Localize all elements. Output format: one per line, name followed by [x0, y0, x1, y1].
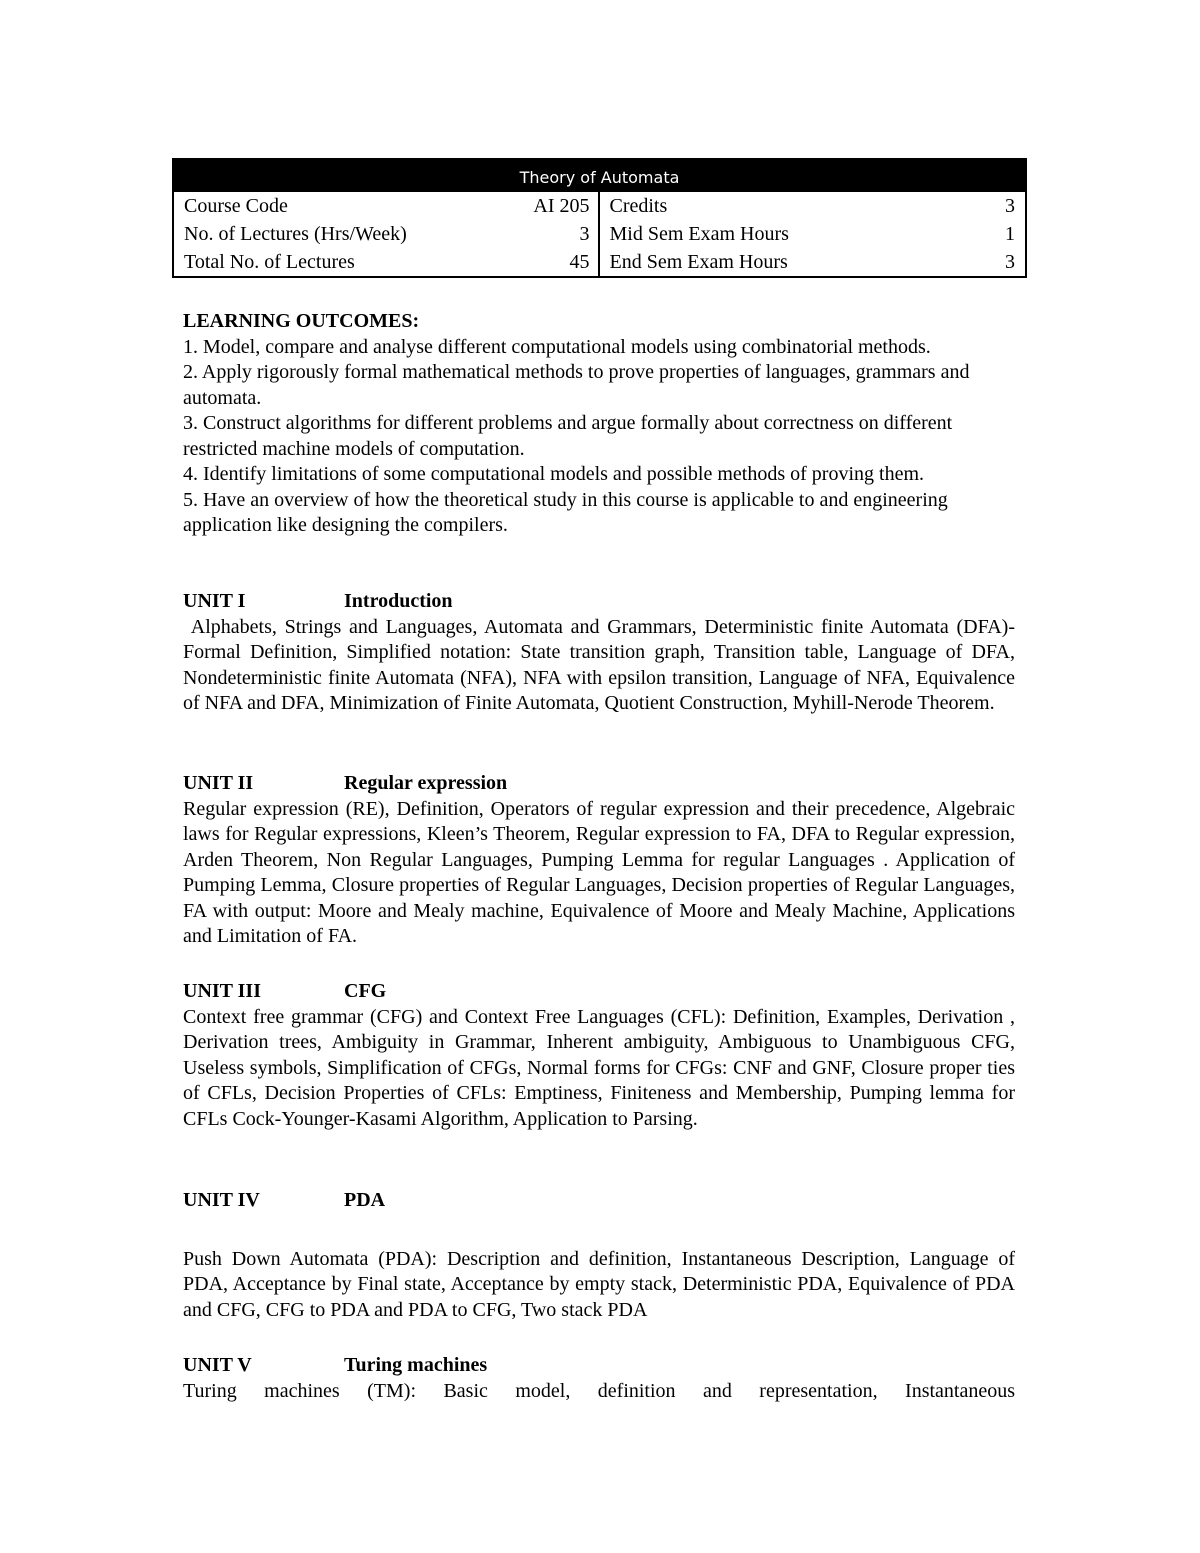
course-code-label: Course Code: [184, 195, 288, 217]
mid-sem-hours-label: Mid Sem Exam Hours: [609, 223, 789, 245]
unit-number: UNIT V: [183, 1354, 252, 1376]
course-code-value: AI 205: [533, 195, 590, 217]
table-row: [174, 192, 1025, 220]
end-sem-hours-value: 3: [1005, 251, 1015, 273]
unit-heading: [183, 979, 1015, 1005]
credits-label: Credits: [609, 195, 668, 217]
unit-heading: [183, 589, 1015, 615]
course-title: Theory of Automata: [174, 160, 1025, 192]
unit-title: Introduction: [344, 590, 453, 612]
unit-4-section: [183, 1188, 1015, 1323]
unit-heading: [183, 1188, 1015, 1214]
outcome-item: 1. Model, compare and analyse different computational models using combinatorial methods.: [183, 335, 931, 358]
unit-content: Turing machines (TM): Basic model, definition and representation, Instantaneous: [183, 1379, 1015, 1402]
outcome-item: 4. Identify limitations of some computational models and possible methods of proving them.: [183, 463, 925, 485]
unit-content: Push Down Automata (PDA): Description and definition, Instantaneous Description, Language of PDA, Acceptance by Final state, Acceptance by empty stack, Deterministic PDA, Equivalence of PDA and CFG, CFG to PDA and PDA to CFG, Two stack PDA: [183, 1247, 1015, 1321]
total-lectures-value: 45: [569, 251, 590, 273]
table-cell-left: [174, 248, 600, 276]
table-cell-right: [600, 248, 1026, 276]
unit-heading: [183, 1353, 1015, 1379]
outcome-item: 3. Construct algorithms for different problems and argue formally about correctness on different restricted machine models of computation.: [183, 412, 953, 460]
end-sem-hours-label: End Sem Exam Hours: [609, 251, 788, 273]
unit-2-section: [183, 771, 1015, 950]
lectures-per-week-value: 3: [579, 223, 590, 245]
table-cell-right: [600, 192, 1026, 220]
unit-content: Alphabets, Strings and Languages, Automata and Grammars, Deterministic finite Automata (DFA)-Formal Definition, Simplified notation: State transition graph, Transition table, Language of DFA, Nondeterministic finite Automata (NFA), NFA with epsilon transition, Language of NFA, Equivalence of NFA and DFA, Minimization of Finite Automata, Quotient Construction, Myhill-Nerode Theorem.: [183, 615, 1020, 714]
table-cell-left: [174, 192, 600, 220]
unit-title: PDA: [344, 1189, 386, 1211]
unit-3-section: [183, 979, 1015, 1132]
course-info-table: [172, 158, 1027, 278]
learning-outcomes-section: [183, 309, 1015, 539]
table-cell-left: [174, 220, 600, 248]
unit-content: Regular expression (RE), Definition, Operators of regular expression and their precedence, Algebraic laws for Regular expressions, Kleen’s Theorem, Regular expression to FA, DFA to Regular expression, Arden Theorem, Non Regular Languages, Pumping Lemma for regular Languages . Application of Pumping Lemma, Closure properties of Regular Languages, Decision properties of Regular Languages, FA with output: Moore and Mealy machine, Equivalence of Moore and Mealy Machine, Applications and Limitation of FA.: [183, 797, 1015, 947]
unit-heading: [183, 771, 1015, 797]
learning-outcomes-heading: LEARNING OUTCOMES:: [183, 310, 420, 332]
unit-title: Regular expression: [344, 772, 508, 794]
unit-1-section: [183, 589, 1020, 717]
credits-value: 3: [1005, 195, 1015, 217]
outcome-item: 5. Have an overview of how the theoretical study in this course is applicable to and engineering application like designing the compilers.: [183, 488, 948, 536]
unit-5-section: [183, 1353, 1015, 1404]
unit-content: Context free grammar (CFG) and Context Free Languages (CFL): Definition, Examples, Derivation , Derivation trees, Ambiguity in Grammar, Inherent ambiguity, Ambiguous to Unambiguous CFG, Useless symbols, Simplification of CFGs, Normal forms for CFGs: CNF and GNF, Closure proper ties of CFLs, Decision Properties of CFLs: Emptiness, Finiteness and Membership, Pumping lemma for CFLs Cock-Younger-Kasami Algorithm, Application to Parsing.: [183, 1005, 1015, 1130]
mid-sem-hours-value: 1: [1005, 223, 1015, 245]
table-cell-right: [600, 220, 1026, 248]
total-lectures-label: Total No. of Lectures: [184, 251, 355, 273]
unit-number: UNIT I: [183, 590, 246, 612]
unit-number: UNIT II: [183, 772, 254, 794]
unit-title: Turing machines: [344, 1354, 488, 1376]
table-row: [174, 248, 1025, 276]
outcome-item: 2. Apply rigorously formal mathematical methods to prove properties of languages, grammars and automata.: [183, 361, 970, 409]
unit-number: UNIT IV: [183, 1189, 260, 1211]
unit-number: UNIT III: [183, 980, 261, 1002]
table-row: [174, 220, 1025, 248]
lectures-per-week-label: No. of Lectures (Hrs/Week): [184, 223, 407, 245]
unit-title: CFG: [344, 980, 387, 1002]
